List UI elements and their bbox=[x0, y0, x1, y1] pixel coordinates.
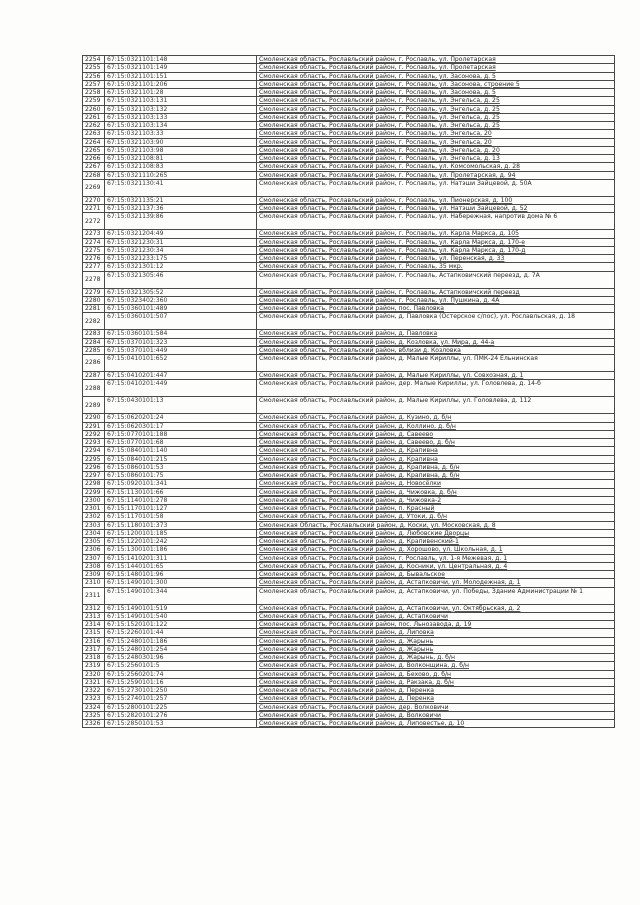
address: Смоленская область, Рославльский район, г. Рославль, ул. Пролетарская bbox=[257, 64, 615, 72]
address: Смоленская область, Рославльский район, г. Рославль, ул. Натэши Зайцевой, д. 50А bbox=[257, 179, 615, 196]
row-number: 2291 bbox=[83, 422, 105, 430]
table-row bbox=[83, 263, 615, 271]
cadastral-number: 67:15:0321204:49 bbox=[105, 230, 257, 238]
table-row bbox=[83, 439, 615, 447]
row-number: 2306 bbox=[83, 546, 105, 554]
row-number: 2314 bbox=[83, 621, 105, 629]
row-number: 2307 bbox=[83, 554, 105, 562]
row-number: 2255 bbox=[83, 64, 105, 72]
address: Смоленская область, Рославльский район, д. Утоки, д. б/н bbox=[257, 513, 615, 521]
address: Смоленская область, Рославльский район, дер. Волковичи bbox=[257, 703, 615, 711]
cadastral-number: 67:15:0620301:17 bbox=[105, 422, 257, 430]
cadastral-number: 67:15:0321103:98 bbox=[105, 146, 257, 154]
table-row bbox=[83, 521, 615, 529]
address: Смоленская область, Рославльский район, д. Косники, ул. Центральная, д. 4 bbox=[257, 562, 615, 570]
row-number: 2260 bbox=[83, 105, 105, 113]
row-number: 2274 bbox=[83, 238, 105, 246]
row-number: 2285 bbox=[83, 346, 105, 354]
row-number: 2312 bbox=[83, 604, 105, 612]
address: Смоленская область, Рославльский район, д. Крапивна, д. б/н bbox=[257, 463, 615, 471]
cadastral-number: 67:15:2800101:225 bbox=[105, 703, 257, 711]
row-number: 2258 bbox=[83, 89, 105, 97]
table-row bbox=[83, 213, 615, 230]
table-row bbox=[83, 380, 615, 397]
cadastral-number: 67:15:0321103:131 bbox=[105, 97, 257, 105]
cadastral-number: 67:15:0321110:265 bbox=[105, 171, 257, 179]
table-row bbox=[83, 670, 615, 678]
cadastral-number: 67:15:1200101:185 bbox=[105, 529, 257, 537]
table-row bbox=[83, 645, 615, 653]
address: Смоленская область, Рославльский район, г. Рославль, ул. Карла Маркса, д. 105 bbox=[257, 230, 615, 238]
address: Смоленская область, Рославльский район, д. Перенка bbox=[257, 695, 615, 703]
table-row bbox=[83, 346, 615, 354]
row-number: 2321 bbox=[83, 678, 105, 686]
address: Смоленская область, Рославльский район, г. Рославль, ул. Натэши Зайцевой, д. 52 bbox=[257, 205, 615, 213]
table-row bbox=[83, 455, 615, 463]
row-number: 2282 bbox=[83, 313, 105, 330]
address: Смоленская область, Рославльский район, д. Малые Кириллы, ул. Совхозная, д. 1 bbox=[257, 372, 615, 380]
address: Смоленская область, Рославльский район, д. Перенка bbox=[257, 687, 615, 695]
table-row bbox=[83, 155, 615, 163]
address: Смоленская область, Рославльский район, г. Рославль, ул. Пушкина, д. 4А bbox=[257, 296, 615, 304]
cadastral-number: 67:15:0321101:149 bbox=[105, 64, 257, 72]
cadastral-number: 67:15:0321137:36 bbox=[105, 205, 257, 213]
table-row bbox=[83, 338, 615, 346]
cadastral-number: 67:15:0410201:449 bbox=[105, 380, 257, 397]
row-number: 2325 bbox=[83, 711, 105, 719]
table-row bbox=[83, 480, 615, 488]
address: Смоленская область, Рославльский район, д. Коллино, д. б/н bbox=[257, 422, 615, 430]
row-number: 2326 bbox=[83, 720, 105, 728]
row-number: 2293 bbox=[83, 439, 105, 447]
address: Смоленская область, Рославльский район, дер. Малые Кириллы, ул. Головлева, д. 14-б bbox=[257, 380, 615, 397]
cadastral-number: 67:15:2480101:254 bbox=[105, 645, 257, 653]
address: Смоленская область, Рославльский район, д. Астапковичи bbox=[257, 612, 615, 620]
cadastral-number: 67:15:2740101:257 bbox=[105, 695, 257, 703]
cadastral-number: 67:15:2560101:5 bbox=[105, 662, 257, 670]
address: Смоленская область, Рославльский район, д. Савеево bbox=[257, 430, 615, 438]
address: Смоленская область, Рославльский район, г. Рославль, ул. Карла Маркса, д. 170-е bbox=[257, 238, 615, 246]
cadastral-number: 67:15:0410101:652 bbox=[105, 355, 257, 372]
table-row bbox=[83, 113, 615, 121]
row-number: 2284 bbox=[83, 338, 105, 346]
address: Смоленская область, Рославльский район, д. Бехово, д. б/н bbox=[257, 670, 615, 678]
cadastral-number: 67:15:0360101:507 bbox=[105, 313, 257, 330]
table-row bbox=[83, 430, 615, 438]
table-row bbox=[83, 513, 615, 521]
cadastral-number: 67:15:0321108:83 bbox=[105, 163, 257, 171]
address: Смоленская область, Рославльский район, г. Рославль, ул. Энгельса, д. 25 bbox=[257, 122, 615, 130]
cadastral-number: 67:15:2850101:53 bbox=[105, 720, 257, 728]
row-number: 2261 bbox=[83, 113, 105, 121]
row-number: 2287 bbox=[83, 372, 105, 380]
table-row bbox=[83, 587, 615, 604]
cadastral-number: 67:15:1490101:344 bbox=[105, 587, 257, 604]
table-row bbox=[83, 255, 615, 263]
address: Смоленская область, Рославльский район, г. Рославль, ул. Засонова, д. 5 bbox=[257, 72, 615, 80]
row-number: 2288 bbox=[83, 380, 105, 397]
row-number: 2280 bbox=[83, 296, 105, 304]
cadastral-number: 67:15:0840101:215 bbox=[105, 455, 257, 463]
address: Смоленская область, Рославльский район, д. Жарынь, д. б/н bbox=[257, 654, 615, 662]
row-number: 2286 bbox=[83, 355, 105, 372]
table-row bbox=[83, 711, 615, 719]
address: Смоленская область, Рославльский район, д. Ракзака, д. б/н bbox=[257, 678, 615, 686]
row-number: 2283 bbox=[83, 330, 105, 338]
table-row bbox=[83, 313, 615, 330]
address: Смоленская область, Рославльский район, д. Крапивна bbox=[257, 455, 615, 463]
address: Смоленская область, Рославльский район, пос. Льнозавода, д. 19 bbox=[257, 621, 615, 629]
table-row bbox=[83, 695, 615, 703]
cadastral-number: 67:15:0321233:175 bbox=[105, 255, 257, 263]
address: Смоленская область, Рославльский район, д. Крапивна, д. б/н bbox=[257, 472, 615, 480]
cadastral-number: 67:15:0840101:140 bbox=[105, 447, 257, 455]
cadastral-number: 67:15:1490101:519 bbox=[105, 604, 257, 612]
table-row bbox=[83, 230, 615, 238]
row-number: 2270 bbox=[83, 196, 105, 204]
cadastral-number: 67:15:0860101:53 bbox=[105, 463, 257, 471]
cadastral-number: 67:15:0321130:41 bbox=[105, 179, 257, 196]
table-row bbox=[83, 562, 615, 570]
row-number: 2298 bbox=[83, 480, 105, 488]
cadastral-number: 67:15:0430101:13 bbox=[105, 397, 257, 414]
row-number: 2277 bbox=[83, 263, 105, 271]
cadastral-number: 67:15:0370101:449 bbox=[105, 346, 257, 354]
table-row bbox=[83, 538, 615, 546]
address: Смоленская область, Рославльский район, г. Рославль, ул. Пионерская, д. 100 bbox=[257, 196, 615, 204]
cadastral-number: 67:15:0321230:31 bbox=[105, 238, 257, 246]
cadastral-number: 67:15:2820101:276 bbox=[105, 711, 257, 719]
address: Смоленская область, Рославльский район, г. Рославль, ул. Пролетарская, д. 94 bbox=[257, 171, 615, 179]
table-row bbox=[83, 703, 615, 711]
cadastral-number: 67:15:0321139:86 bbox=[105, 213, 257, 230]
table-row bbox=[83, 330, 615, 338]
table-row bbox=[83, 122, 615, 130]
table-row bbox=[83, 571, 615, 579]
table-row bbox=[83, 654, 615, 662]
cadastral-number: 67:15:0321101:148 bbox=[105, 56, 257, 64]
cadastral-number: 67:15:0321103:134 bbox=[105, 122, 257, 130]
cadastral-number: 67:15:2560201:74 bbox=[105, 670, 257, 678]
address: Смоленская область, Рославльский район, д. Липовестье, д. 10 bbox=[257, 720, 615, 728]
address: Смоленская область, Рославльский район, г. Рославль, ул. Пролетарская bbox=[257, 56, 615, 64]
table-row bbox=[83, 179, 615, 196]
address: Смоленская область, Рославльский район, г. Рославль, ул. Энгельса, 20 bbox=[257, 130, 615, 138]
address: Смоленская область, Рославльский район, д. Павловка bbox=[257, 330, 615, 338]
address: Смоленская область, Рославльский район, п. Красный bbox=[257, 505, 615, 513]
row-number: 2300 bbox=[83, 496, 105, 504]
cadastral-number: 67:15:1140101:278 bbox=[105, 496, 257, 504]
address: Смоленская область, Рославльский район, г. Рославль, ул. Засонова, д. 5 bbox=[257, 89, 615, 97]
row-number: 2294 bbox=[83, 447, 105, 455]
cadastral-number: 67:15:0860101:75 bbox=[105, 472, 257, 480]
row-number: 2279 bbox=[83, 288, 105, 296]
cadastral-number: 67:15:1300101:186 bbox=[105, 546, 257, 554]
table-row bbox=[83, 171, 615, 179]
table-row bbox=[83, 414, 615, 422]
address: Смоленская область, Рославльский район, д. Савеево, д. б/н bbox=[257, 439, 615, 447]
table-row bbox=[83, 496, 615, 504]
row-number: 2289 bbox=[83, 397, 105, 414]
address: Смоленская область, Рославльский район, г. Рославль, ул. Энгельса, д. 20 bbox=[257, 146, 615, 154]
address: Смоленская область, Рославльский район, д. Чижовка-2 bbox=[257, 496, 615, 504]
row-number: 2268 bbox=[83, 171, 105, 179]
table-row bbox=[83, 146, 615, 154]
cadastral-number: 67:15:2590101:16 bbox=[105, 678, 257, 686]
address: Смоленская область, Рославльский район, д. Крапивенский-1 bbox=[257, 538, 615, 546]
cadastral-number: 67:15:0321101:206 bbox=[105, 80, 257, 88]
row-number: 2308 bbox=[83, 562, 105, 570]
cadastral-number: 67:15:0321103:90 bbox=[105, 138, 257, 146]
row-number: 2272 bbox=[83, 213, 105, 230]
row-number: 2267 bbox=[83, 163, 105, 171]
table-row bbox=[83, 621, 615, 629]
row-number: 2311 bbox=[83, 587, 105, 604]
address: Смоленская область, Рославльский район, д. Любовские Дворцы bbox=[257, 529, 615, 537]
cadastral-number: 67:15:0321230:34 bbox=[105, 246, 257, 254]
address: Смоленская Область, Рославльский район, д. Коски, ул. Московская, д. 8 bbox=[257, 521, 615, 529]
row-number: 2315 bbox=[83, 629, 105, 637]
row-number: 2303 bbox=[83, 521, 105, 529]
row-number: 2316 bbox=[83, 637, 105, 645]
row-number: 2278 bbox=[83, 271, 105, 288]
row-number: 2304 bbox=[83, 529, 105, 537]
address: Смоленская область, Рославльский район, г. Рославль, ул. Засонова, строение 5 bbox=[257, 80, 615, 88]
cadastral-number: 67:15:0770101:68 bbox=[105, 439, 257, 447]
table-row bbox=[83, 130, 615, 138]
table-row bbox=[83, 488, 615, 496]
cadastral-number: 67:15:1170101:127 bbox=[105, 505, 257, 513]
row-number: 2265 bbox=[83, 146, 105, 154]
cadastral-number: 67:15:0321135:21 bbox=[105, 196, 257, 204]
row-number: 2276 bbox=[83, 255, 105, 263]
table-row bbox=[83, 447, 615, 455]
address: Смоленская область, Рославльский район, д. Жарынь bbox=[257, 645, 615, 653]
address: Смоленская область, Рославльский район, г. Рославль, ул. Энгельса, д. 25 bbox=[257, 97, 615, 105]
row-number: 2296 bbox=[83, 463, 105, 471]
address: Смоленская область, Рославльский район, д. Бывальское bbox=[257, 571, 615, 579]
table-row bbox=[83, 246, 615, 254]
table-row bbox=[83, 612, 615, 620]
cadastral-number: 67:15:0410201:447 bbox=[105, 372, 257, 380]
cadastral-number: 67:15:0321305:52 bbox=[105, 288, 257, 296]
address: Смоленская область, Рославльский район, д. Малые Кириллы, ул. Головлева, д. 112 bbox=[257, 397, 615, 414]
table-row bbox=[83, 662, 615, 670]
table-row bbox=[83, 138, 615, 146]
row-number: 2309 bbox=[83, 571, 105, 579]
table-row bbox=[83, 472, 615, 480]
row-number: 2257 bbox=[83, 80, 105, 88]
cadastral-number: 67:15:0321305:46 bbox=[105, 271, 257, 288]
cadastral-number: 67:15:0321101:151 bbox=[105, 72, 257, 80]
row-number: 2295 bbox=[83, 455, 105, 463]
address: Смоленская область, Рославльский район, д. Малые Кириллы, ул. ПМК-24 Ельнинская bbox=[257, 355, 615, 372]
table-row bbox=[83, 546, 615, 554]
cadastral-number: 67:15:2480301:96 bbox=[105, 654, 257, 662]
address: Смоленская область, Рославльский район, д. Чижовка, д. б/н bbox=[257, 488, 615, 496]
row-number: 2317 bbox=[83, 645, 105, 653]
cadastral-number: 67:15:1490101:300 bbox=[105, 579, 257, 587]
table-row bbox=[83, 678, 615, 686]
row-number: 2322 bbox=[83, 687, 105, 695]
table-row bbox=[83, 687, 615, 695]
table-row bbox=[83, 305, 615, 313]
cadastral-number: 67:15:2480101:186 bbox=[105, 637, 257, 645]
address: Смоленская область, Рославльский район, вблизи д. Козловка bbox=[257, 346, 615, 354]
cadastral-number: 67:15:0770101:188 bbox=[105, 430, 257, 438]
row-number: 2292 bbox=[83, 430, 105, 438]
address: Смоленская область, Рославльский район, д. Астапковичи, ул. Молодежная, д. 1 bbox=[257, 579, 615, 587]
address: Смоленская область, Рославльский район, г. Рославль, ул. Карла Маркса, д. 170-д bbox=[257, 246, 615, 254]
table-body bbox=[83, 56, 615, 728]
row-number: 2320 bbox=[83, 670, 105, 678]
address: Смоленская область, Рославльский район, д. Павловка (Остерское с/пос), ул. Рославльская, д. 18 bbox=[257, 313, 615, 330]
address: Смоленская область, Рославльский район, д. Астапковичи, ул. Октябрьская, д. 2 bbox=[257, 604, 615, 612]
table-row bbox=[83, 205, 615, 213]
row-number: 2266 bbox=[83, 155, 105, 163]
row-number: 2275 bbox=[83, 246, 105, 254]
row-number: 2324 bbox=[83, 703, 105, 711]
table-row bbox=[83, 637, 615, 645]
cadastral-table bbox=[82, 55, 615, 728]
table-row bbox=[83, 422, 615, 430]
cadastral-number: 67:15:1440101:65 bbox=[105, 562, 257, 570]
table-row bbox=[83, 72, 615, 80]
address: Смоленская область, Рославльский район, д. Крапивна bbox=[257, 447, 615, 455]
address: Смоленская область, Рославльский район, г. Рославль, Астапковичский переезд, д. 7А bbox=[257, 271, 615, 288]
row-number: 2262 bbox=[83, 122, 105, 130]
cadastral-number: 67:15:1410201:311 bbox=[105, 554, 257, 562]
row-number: 2269 bbox=[83, 179, 105, 196]
cadastral-number: 67:15:0321103:132 bbox=[105, 105, 257, 113]
address: Смоленская область, Рославльский район, д. Астапковичи, ул. Победы, Здание Администрации № 1 bbox=[257, 587, 615, 604]
address: Смоленская область, Рославльский район, г. Рославль, ул. Энгельса, д. 13 bbox=[257, 155, 615, 163]
table-row bbox=[83, 296, 615, 304]
cadastral-number: 67:15:1130101:66 bbox=[105, 488, 257, 496]
table-row bbox=[83, 397, 615, 414]
address: Смоленская область, Рославльский район, д. Волковичи bbox=[257, 711, 615, 719]
table-row bbox=[83, 271, 615, 288]
row-number: 2263 bbox=[83, 130, 105, 138]
table-row bbox=[83, 89, 615, 97]
table-row bbox=[83, 288, 615, 296]
table-row bbox=[83, 80, 615, 88]
row-number: 2299 bbox=[83, 488, 105, 496]
table-row bbox=[83, 579, 615, 587]
cadastral-number: 67:15:0321301:12 bbox=[105, 263, 257, 271]
cadastral-number: 67:15:0321103:33 bbox=[105, 130, 257, 138]
row-number: 2281 bbox=[83, 305, 105, 313]
row-number: 2264 bbox=[83, 138, 105, 146]
cadastral-number: 67:15:0920101:341 bbox=[105, 480, 257, 488]
address: Смоленская область, Рославльский район, г. Рославль, ул. Энгельса, д. 25 bbox=[257, 113, 615, 121]
cadastral-number: 67:15:1180101:373 bbox=[105, 521, 257, 529]
table-row bbox=[83, 463, 615, 471]
row-number: 2256 bbox=[83, 72, 105, 80]
cadastral-number: 67:15:0360101:584 bbox=[105, 330, 257, 338]
table-row bbox=[83, 554, 615, 562]
table-row bbox=[83, 105, 615, 113]
address: Смоленская область, Рославльский район, г. Рославль, ул. Энгельса, д. 25 bbox=[257, 105, 615, 113]
row-number: 2254 bbox=[83, 56, 105, 64]
cadastral-number: 67:15:1170101:58 bbox=[105, 513, 257, 521]
table-row bbox=[83, 355, 615, 372]
cadastral-number: 67:15:2260101:44 bbox=[105, 629, 257, 637]
cadastral-number: 67:15:0321101:28 bbox=[105, 89, 257, 97]
row-number: 2297 bbox=[83, 472, 105, 480]
cadastral-number: 67:15:1480101:96 bbox=[105, 571, 257, 579]
address: Смоленская область, Рославльский район, д. Кузино, д. б/н bbox=[257, 414, 615, 422]
table-row bbox=[83, 196, 615, 204]
cadastral-number: 67:15:0321103:133 bbox=[105, 113, 257, 121]
row-number: 2310 bbox=[83, 579, 105, 587]
row-number: 2319 bbox=[83, 662, 105, 670]
cadastral-number: 67:15:0360101:489 bbox=[105, 305, 257, 313]
address: Смоленская область, Рославльский район, г. Рославль, ул. Комсомольская, д. 28 bbox=[257, 163, 615, 171]
address: Смоленская область, Рославльский район, д. Хорошово, ул. Школьная, д. 1 bbox=[257, 546, 615, 554]
row-number: 2302 bbox=[83, 513, 105, 521]
address: Смоленская область, Рославльский район, г. Рославль, ул. Набережная, напротив дома № 6 bbox=[257, 213, 615, 230]
cadastral-number: 67:15:0321108:81 bbox=[105, 155, 257, 163]
cadastral-number: 67:15:1520101:122 bbox=[105, 621, 257, 629]
cadastral-number: 67:15:0323402:360 bbox=[105, 296, 257, 304]
table-row bbox=[83, 163, 615, 171]
cadastral-number: 67:15:1220101:242 bbox=[105, 538, 257, 546]
table-row bbox=[83, 56, 615, 64]
table-row bbox=[83, 629, 615, 637]
cadastral-number: 67:15:2730101:250 bbox=[105, 687, 257, 695]
table-row bbox=[83, 604, 615, 612]
table-row bbox=[83, 238, 615, 246]
cadastral-number: 67:15:0620201:24 bbox=[105, 414, 257, 422]
cadastral-number: 67:15:1490101:540 bbox=[105, 612, 257, 620]
address: Смоленская область, Рославльский район, г. Рославль, ул. 1-я Межевая, д. 1 bbox=[257, 554, 615, 562]
row-number: 2271 bbox=[83, 205, 105, 213]
address: Смоленская область, Рославльский район, г. Рославль, Астапковичский переезд bbox=[257, 288, 615, 296]
address: Смоленская область, Рославльский район, д. Жарынь bbox=[257, 637, 615, 645]
table-row bbox=[83, 505, 615, 513]
address: Смоленская область, Рославльский район, д. Козловка, ул. Мира, д. 44-а bbox=[257, 338, 615, 346]
row-number: 2259 bbox=[83, 97, 105, 105]
table-row bbox=[83, 372, 615, 380]
row-number: 2305 bbox=[83, 538, 105, 546]
cadastral-number: 67:15:0370101:323 bbox=[105, 338, 257, 346]
row-number: 2273 bbox=[83, 230, 105, 238]
address: Смоленская область, Рославльский район, д. Волконщина, д. б/н bbox=[257, 662, 615, 670]
address: Смоленская область, Рославльский район, д. Новосёлки bbox=[257, 480, 615, 488]
address: Смоленская область, Рославльский район, г. Рославль, ул. Энгельса, 20 bbox=[257, 138, 615, 146]
row-number: 2313 bbox=[83, 612, 105, 620]
row-number: 2301 bbox=[83, 505, 105, 513]
row-number: 2318 bbox=[83, 654, 105, 662]
address: Смоленская область, Рославльский район, пос. Павловка bbox=[257, 305, 615, 313]
address: Смоленская область, Рославльский район, г. Рославль, ул. Перенская, д. 33 bbox=[257, 255, 615, 263]
table-row bbox=[83, 720, 615, 728]
row-number: 2290 bbox=[83, 414, 105, 422]
table-row bbox=[83, 64, 615, 72]
row-number: 2323 bbox=[83, 695, 105, 703]
address: Смоленская область, Рославльский район, г. Рославль, 35 мкр. bbox=[257, 263, 615, 271]
address: Смоленская область, Рославльский район, д. Липовка bbox=[257, 629, 615, 637]
table-row bbox=[83, 97, 615, 105]
table-row bbox=[83, 529, 615, 537]
